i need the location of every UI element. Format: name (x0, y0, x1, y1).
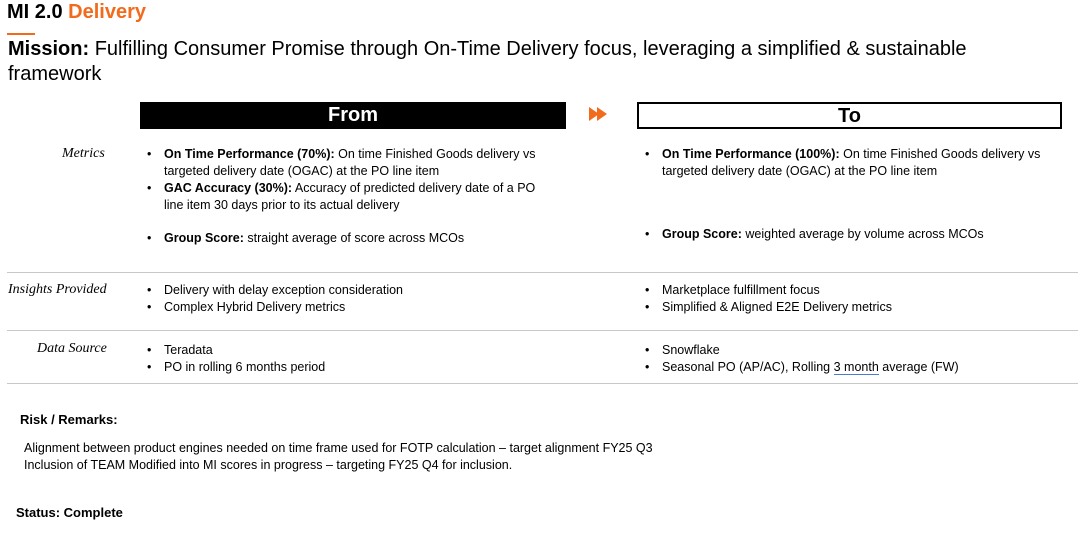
mission-text: Fulfilling Consumer Promise through On-Time Delivery focus, leveraging a simplified & sustainable framework (8, 38, 967, 85)
page-title (7, 1, 146, 24)
title-prefix: MI 2.0 (7, 1, 63, 23)
list-item: • Snowflake (645, 342, 1055, 359)
list-item: • Delivery with delay exception consideration (147, 282, 557, 299)
row-label-metrics: Metrics (62, 146, 105, 161)
risk-remarks-heading: Risk / Remarks: (20, 412, 118, 427)
list-item: • On Time Performance (70%): On time Finished Goods delivery vs targeted delivery date (OGAC) at the PO line item (147, 146, 557, 180)
insights-from-list (147, 282, 557, 316)
row-label-data-source: Data Source (37, 341, 107, 356)
list-item: • On Time Performance (100%): On time Finished Goods delivery vs targeted delivery date (OGAC) at the PO line item (645, 146, 1055, 180)
list-item: • Seasonal PO (AP/AC), Rolling 3 month average (FW) (645, 359, 1055, 376)
list-item: • PO in rolling 6 months period (147, 359, 557, 376)
list-item: • Complex Hybrid Delivery metrics (147, 299, 557, 316)
list-item: • Marketplace fulfillment focus (645, 282, 1055, 299)
list-item: • Teradata (147, 342, 557, 359)
to-column-header: To (637, 102, 1062, 129)
list-item: • Group Score: straight average of score across MCOs (147, 230, 557, 247)
title-underline (7, 33, 35, 35)
row-divider (7, 330, 1078, 331)
double-chevron-right-icon (589, 107, 611, 126)
datasource-to-list (645, 342, 1055, 376)
list-item: • Group Score: weighted average by volume across MCOs (645, 226, 1055, 243)
list-item: • GAC Accuracy (30%): Accuracy of predicted delivery date of a PO line item 30 days prior to its actual delivery (147, 180, 557, 214)
title-accent: Delivery (68, 1, 146, 23)
mission-statement (8, 37, 1008, 87)
from-column-header: From (140, 102, 566, 129)
row-divider (7, 272, 1078, 273)
mission-label: Mission: (8, 38, 90, 60)
row-label-insights: Insights Provided (8, 282, 107, 297)
underlined-text: 3 month (833, 360, 879, 374)
risk-remarks-text (24, 440, 653, 474)
insights-to-list (645, 282, 1055, 316)
datasource-from-list (147, 342, 557, 376)
row-divider (7, 383, 1078, 384)
metrics-to-list (645, 146, 1055, 243)
status-label: Status: Complete (16, 505, 123, 520)
list-item: • Simplified & Aligned E2E Delivery metrics (645, 299, 1055, 316)
metrics-from-list (147, 146, 557, 247)
risk-line: Inclusion of TEAM Modified into MI scores in progress – targeting FY25 Q4 for inclusion. (24, 458, 513, 472)
risk-line: Alignment between product engines needed on time frame used for FOTP calculation – target alignment FY25 Q3 (24, 441, 653, 455)
